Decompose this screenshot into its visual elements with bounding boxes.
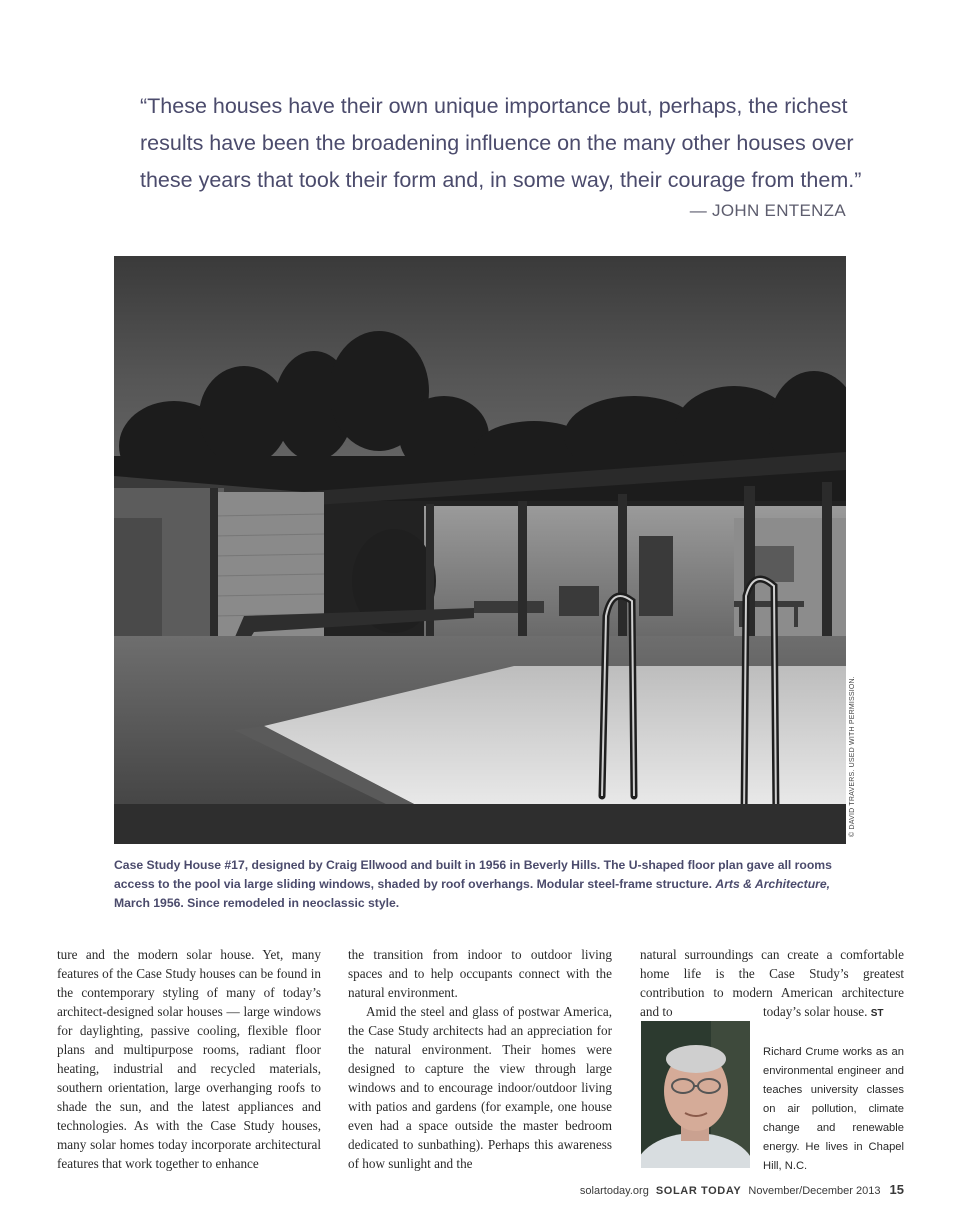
article-column-2 — [348, 945, 612, 1173]
pull-quote-attribution: — JOHN ENTENZA — [689, 201, 846, 220]
author-bio-block — [763, 1002, 904, 1176]
house-illustration — [114, 256, 846, 844]
author-bio: Richard Crume works as an environmental engineer and teaches university classes on air pollution, climate change and renewable energy. He lives in Chapel Hill, N.C. — [763, 1046, 904, 1172]
pull-quote-line: these years that took their form and, in some way, their courage from them.” — [140, 168, 862, 192]
pull-quote-line: “These houses have their own unique importance but, perhaps, the richest — [140, 94, 848, 118]
caption-tail: March 1956. Since remodeled in neoclassic style. — [114, 896, 400, 910]
column-paragraph: the transition from indoor to outdoor living spaces and to help occupants connect with the natural environment. — [348, 947, 612, 1000]
case-study-house-photo — [114, 256, 846, 844]
pull-quote-line: results have been the broadening influence on the many other houses over — [140, 131, 854, 155]
column-paragraph: ture and the modern solar house. Yet, many features of the Case Study houses can be found in the contemporary styling of many of today’s architect-designed solar houses — large windows for daylighting, passive cooling, flexible floor plans and multipurpose rooms, radiant floor heating, industrial and recycled materials, southern orientation, large overhanging roofs to shade the sun, and the latest appliances and technologies. As with the Case Study houses, many solar homes today incorporate architectural features that work together to enhance — [57, 947, 321, 1171]
column-paragraph: natural surroundings can create a comfortable home life is the Case Study’s greatest contribution to modern American architecture and to — [640, 947, 904, 1019]
author-portrait-illustration — [641, 1021, 750, 1168]
footer-magazine-name: SOLAR TODAY — [655, 1185, 742, 1197]
caption-italic-source: Arts & Architecture, — [715, 877, 831, 891]
column-paragraph: Amid the steel and glass of postwar America, the Case Study architects had an appreciation for the natural environment. Their homes were designed to capture the view through large windows and to encourage indoor/outdoor living with patios and gardens (for example, one house even had a space outside the master bedroom dedicated to sunbathing). Perhaps this awareness of how sunlight and the — [348, 1004, 612, 1171]
footer-issue: November/December 2013 — [748, 1185, 881, 1197]
pull-quote — [140, 88, 862, 221]
author-photo — [641, 1021, 750, 1168]
end-mark: ST — [870, 1008, 884, 1019]
photo-credit: © DAVID TRAVERS. USED WITH PERMISSION. — [849, 676, 856, 837]
page-number: 15 — [889, 1182, 904, 1197]
photo-caption — [114, 856, 846, 913]
page-footer — [580, 1182, 904, 1197]
article-ending: today’s solar house. ST — [763, 1004, 884, 1019]
footer-url: solartoday.org — [579, 1185, 649, 1197]
article-column-1 — [57, 945, 321, 1173]
caption-main: Case Study House #17, designed by Craig Ellwood and built in 1956 in Beverly Hills. The U-shaped floor plan gave all rooms access to the pool via large sliding windows, shaded by roof overhangs. Modular steel-frame structure. — [114, 858, 832, 891]
